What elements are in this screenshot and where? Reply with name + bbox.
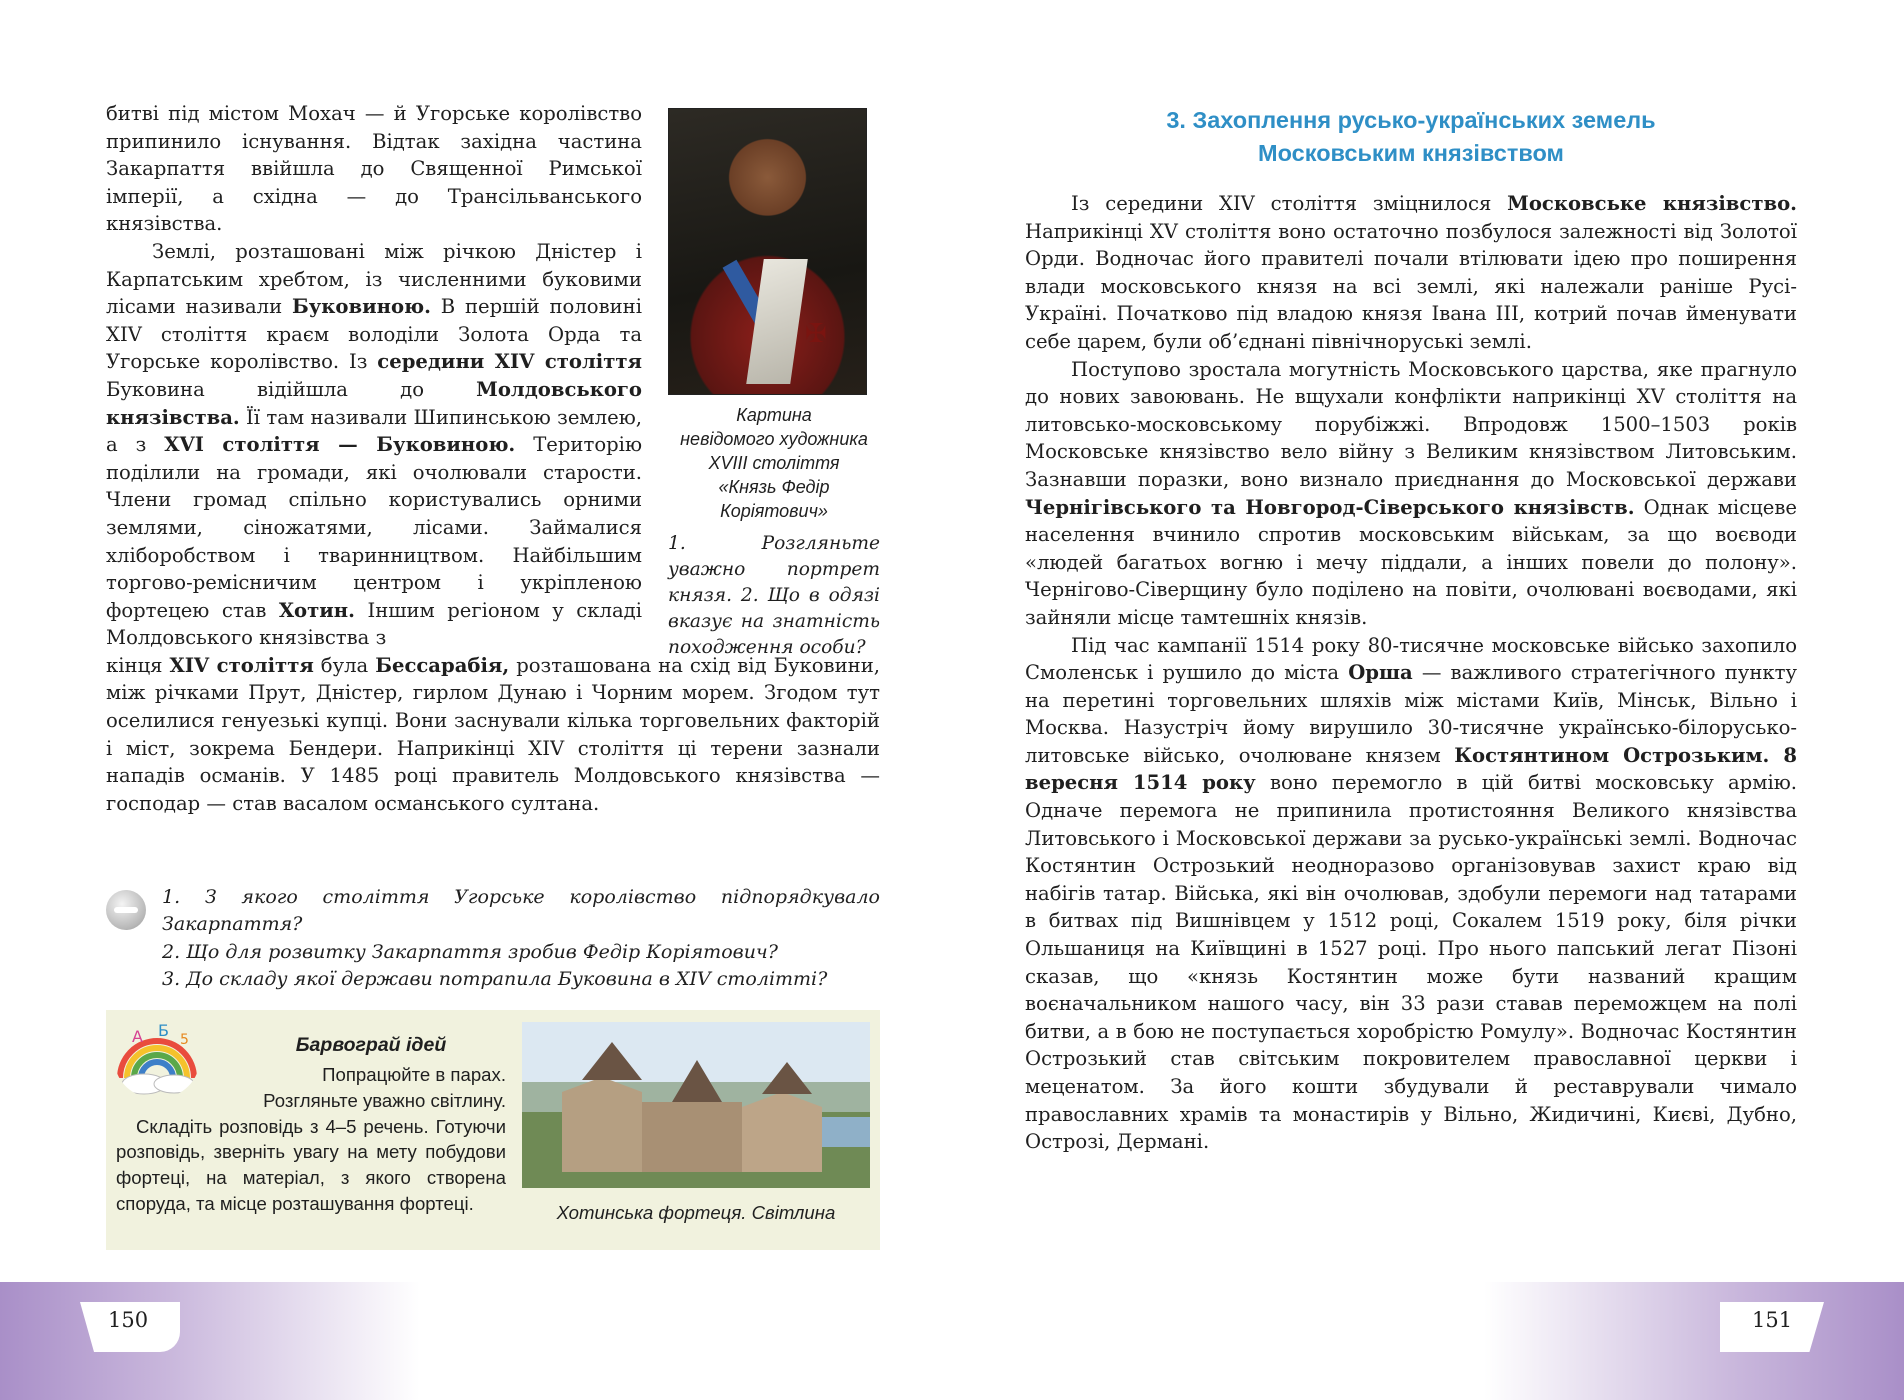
portrait-caption: Картина невідомого художника XVIII століття «Князь Федір Коріятович» <box>680 405 868 521</box>
right-page <box>1025 100 1797 1156</box>
right-paragraph-3: Під час кампанії 1514 року 80-тисячне московське військо захопило Смоленськ і рушило до міста Орша — важливого стратегічного пункту на перетині торговельних шляхів між містами Київ, Мінськ, Вільно і Москва. Назустріч йому вирушило 30-тисячне українсько-білорусько-литовське військо, очолюване князем Костянтином Острозьким. 8 вересня 1514 року воно перемогло в цій битві московську армію. Одначе перемога не припинила протистояння Великого князівства Литовського і Московської держави за русько-українські землі. Водночас Костянтин Острозький неодноразово організовував захист краю від набігів татар. Війська, які він очолював, здобули перемоги над татарами в битвах під Вишнівцем у 1512 році, Сокалем 1519 року, біля річки Ольшаниця на Київщині в 1527 році. Про нього папський легат Пізоні сказав, що «князь Костянтин може бути названий кращим воєначальником нашого часу, він 33 рази ставав переможцем на полі битви, а в бою не поступається хоробрістю Ромулу». Водночас Костянтин Острозький став світським покровителем православної церкви і меценатом. За його кошти збудували й реставрували чимало православних храмів та монастирів у Вільно, Жидичині, Києві, Дубно, Острозі, Дермані. <box>1025 633 1797 1154</box>
question-3: 3. До складу якої держави потрапила Буковина в XIV столітті? <box>162 967 828 990</box>
section-heading: 3. Захоплення русько-українських земель Московським князівством <box>1166 107 1656 166</box>
question-2: 2. Що для розвитку Закарпаття зробив Федір Коріятович? <box>162 940 778 963</box>
footer-band-left <box>0 1282 420 1400</box>
paragraph-2: Землі, розташовані між річкою Дністер і Карпатським хребтом, із численними буковими лісами називали Буковиною. В першій половині XIV століття краєм володіли Золота Орда та Угорське королівство. Із середини XIV століття Буковина відійшла до Молдовського князівства. Її там називали Шипинською землею, а з XVI століття — Буковиною. Територію поділили на громади, які очолювали старости. Члени громад спільно користувались орними землями, сіножатями, лісами. Займалися хліборобством і тваринництвом. Найбільшим торгово-ремісничим центром і укріпленою фортецею став Хотин. Іншим регіоном у складі Молдовського князівства з <box>106 239 642 650</box>
paragraph-3: кінця XIV століття була Бессарабія, розташована на схід від Буковини, між річками Прут, Дністер, гирлом Дунаю і Чорним морем. Згодом тут оселилися генуезькі купці. Вони заснували кілька торговельних факторій і міст, зокрема Бендери. Наприкінці XIV століття ці терени зазнали нападів османів. У 1485 році правитель Молдовського князівства — господар — став васалом османського султана. <box>106 653 880 815</box>
fortress-photo <box>522 1022 870 1188</box>
portrait-figure <box>668 108 880 661</box>
svg-text:Б: Б <box>158 1021 169 1040</box>
page-number-right: 151 <box>1752 1308 1793 1332</box>
fortress-caption: Хотинська фортеця. Світлина <box>556 1202 836 1223</box>
idea-title: Барвограй ідей <box>295 1034 447 1056</box>
review-questions <box>106 884 880 993</box>
portrait-image: ✠ <box>668 108 867 395</box>
right-paragraph-1: Із середини XIV століття зміцнилося Московське князівство. Наприкінці XV століття воно остаточно позбулося залежності від Золотої Орди. Водночас його правителі почали втілювати ідею про поширення влади московського князя на всі землі, які належали раніше Русі-Україні. Початково під владою князя Івана III, котрий почав йменувати себе царем, були об’єднані північноруські землі. <box>1025 192 1797 353</box>
right-paragraph-2: Поступово зростала могутність Московського царства, яке прагнуло до нових завоювань. Не вщухали конфлікти наприкінці XV століття на литовсько-московському порубіжжі. Впродовж 1500–1503 років Московське князівство вело війну з Великим князівством Литовським. Зазнавши поразки, воно визнало приєднання до Московської держави Чернігівського та Новгород-Сіверського князівств. Однак місцеве населення вчинило спротив московським військам, за що воєводи «людей багатьох вогню і мечу піддали, а інших повели до полону». Чернігово-Сіверщину було поділено на повіти, очолювані воєводами, які зайняли місце тамтешніх князів. <box>1025 357 1797 629</box>
page-number-left: 150 <box>108 1308 149 1332</box>
idea-instructions: Попрацюйте в парах. Розгляньте уважно світлину. Складіть розповідь з 4–5 речень. Готуючи розповідь, зверніть увагу на мету побудови фортеці, на матеріал, з якого створена споруда, та місце розташування фортеці. <box>116 1064 506 1214</box>
svg-text:5: 5 <box>180 1032 189 1048</box>
idea-box <box>106 1010 880 1250</box>
footer-band-right <box>1484 1282 1904 1400</box>
paragraph-1: битві під містом Мохач — й Угорське королівство припинило існування. Відтак західна частина Закарпаття ввійшла до Священної Римської імперії, а східна — до Трансільванського князівства. <box>106 102 642 236</box>
question-1: 1. З якого століття Угорське королівство підпорядкувало Закарпаття? <box>162 886 880 936</box>
svg-text:A: A <box>132 1027 143 1046</box>
question-arrow-icon <box>106 890 146 930</box>
portrait-questions: 1. Розгляньте уважно портрет князя. 2. Що в одязі вказує на знатність походження особи? <box>668 533 880 658</box>
